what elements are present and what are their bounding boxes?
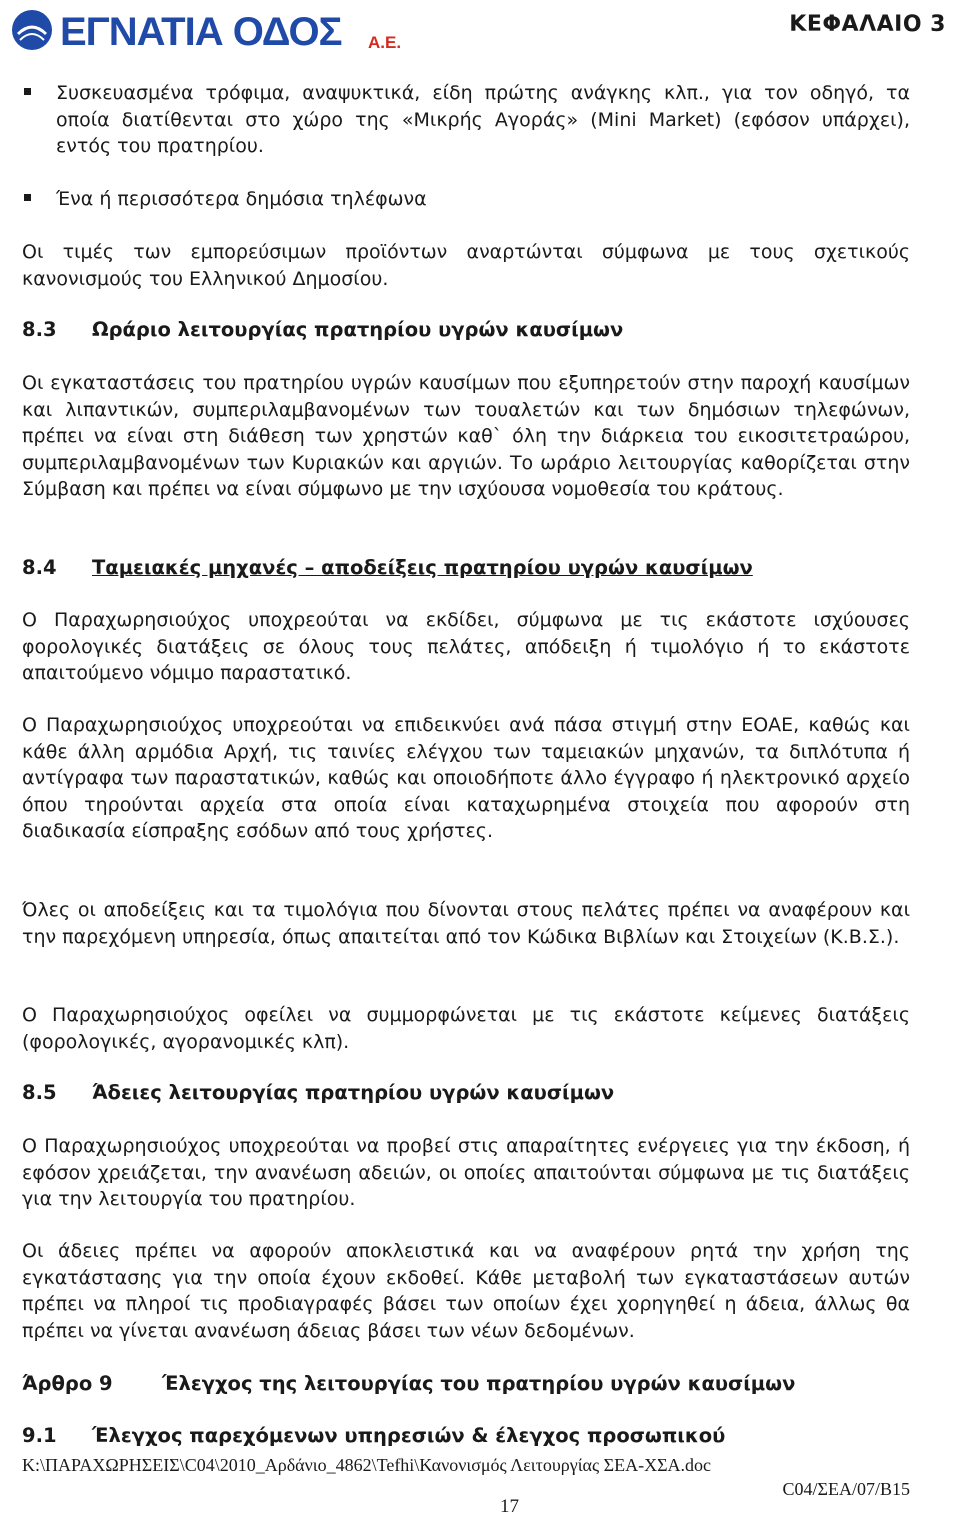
section-heading-8-3: [22, 317, 623, 343]
section-heading-8-4: [22, 555, 753, 581]
article-number: Άρθρο 9: [22, 1372, 113, 1395]
logo-suffix: Α.Ε.: [368, 33, 402, 52]
square-bullet-icon: [24, 88, 31, 95]
paragraph-prices: Οι τιμές των εμπορεύσιμων προϊόντων αναρτώνται σύμφωνα με τους σχετικούς κανονισμούς του Ελληνικού Δημοσίου.: [22, 241, 910, 290]
list-item-text: Ένα ή περισσότερα δημόσια τηλέφωνα: [56, 188, 427, 210]
page-header: [0, 0, 960, 60]
logo-text: ΕΓΝΑΤΙΑ ΟΔΟΣ: [60, 10, 342, 54]
paragraph: Ο Παραχωρησιούχος υποχρεούται να επιδεικνύει ανά πάσα στιγμή στην ΕΟΑΕ, καθώς και κάθε άλλη αρμόδια Αρχή, τις ταινίες ελέγχου των ταμειακών μηχανών, τα διπλότυπα ή αντίγραφα των παραστατικών, καθώς και οποιοδήποτε άλλο έγγραφο ή ηλεκτρονικό αρχείο όπου τηρούνται αρχεία στα οποία είναι καταχωρημένα στοιχεία που αφορούν στη διαδικασία είσπραξης εσόδων από τους χρήστες.: [22, 714, 910, 842]
section-heading-9-1: [22, 1423, 725, 1449]
paragraph: Οι άδειες πρέπει να αφορούν αποκλειστικά και να αναφέρουν ρητά την χρήση της εγκατάστασης για την οποία έχουν εκδοθεί. Κάθε μεταβολή των εγκαταστάσεων αυτών πρέπει να πληροί τις προδιαγραφές βάσει των οποίων έχει χορηγηθεί η άδεια, άλλως θα πρέπει να γίνεται ανανέωση άδειας βάσει των νέων δεδομένων.: [22, 1240, 910, 1342]
section-number: 8.4: [22, 556, 57, 579]
page-number: 17: [500, 1496, 519, 1517]
section-title: Ταμειακές μηχανές – αποδείξεις πρατηρίου υγρών καυσίμων: [92, 556, 753, 579]
chapter-label: ΚΕΦΑΛΑΙΟ 3: [789, 12, 946, 37]
footer-document-code: C04/ΣΕΑ/07/B15: [782, 1479, 910, 1499]
section-title: Έλεγχος παρεχόμενων υπηρεσιών & έλεγχος προσωπικού: [92, 1424, 726, 1447]
article-title: Έλεγχος της λειτουργίας του πρατηρίου υγρών καυσίμων: [162, 1372, 796, 1395]
paragraph: Οι εγκαταστάσεις του πρατηρίου υγρών καυσίμων που εξυπηρετούν στην παροχή καυσίμων και λιπαντικών, συμπεριλαμβανομένων των τουαλετών και των δημόσιων τηλεφώνων, πρέπει να είναι στη διάθεση των χρηστών καθ` όλη την διάρκεια του εικοσιτετραώρου, συμπεριλαμβανομένων των Κυριακών και αργιών. Το ωράριο λειτουργίας καθορίζεται στην Σύμβαση και πρέπει να είναι σύμφωνο με την ισχύουσα νομοθεσία του κράτους.: [22, 372, 910, 500]
paragraph: Όλες οι αποδείξεις και τα τιμολόγια που δίνονται στους πελάτες πρέπει να αναφέρουν και την παρεχόμενη υπηρεσία, όπως απαιτείται από τον Κώδικα Βιβλίων και Στοιχείων (Κ.Β.Σ.).: [22, 899, 910, 948]
egnatia-odos-logo: [10, 4, 410, 54]
logo-graphic: [10, 4, 410, 54]
section-number: 8.3: [22, 318, 57, 341]
paragraph: Ο Παραχωρησιούχος υποχρεούται να προβεί στις απαραίτητες ενέργειες για την έκδοση, ή εφόσον χρειάζεται, την ανανέωση αδειών, οι οποίες απαιτούνται σύμφωνα με τις διατάξεις για την λειτουργία του πρατηρίου.: [22, 1135, 910, 1210]
article-heading-9: [22, 1371, 795, 1397]
list-item: [22, 80, 910, 160]
logo-emblem: [12, 10, 52, 50]
section-title: Άδειες λειτουργίας πρατηρίου υγρών καυσίμων: [92, 1081, 615, 1104]
footer-file-path: K:\ΠΑΡΑΧΩΡΗΣΕΙΣ\C04\2010_Αρδάνιο_4862\Tefhi\Κανονισμός Λειτουργίας ΣΕΑ-ΧΣΑ.doc: [22, 1455, 712, 1475]
square-bullet-icon: [24, 194, 31, 201]
list-item: [22, 186, 910, 213]
paragraph: Ο Παραχωρησιούχος υποχρεούται να εκδίδει, σύμφωνα με τις εκάστοτε ισχύουσες φορολογικές διατάξεις σε όλους τους πελάτες, απόδειξη ή τιμολόγιο ή το εκάστοτε απαιτούμενο νόμιμο παραστατικό.: [22, 609, 910, 684]
section-heading-8-5: [22, 1080, 614, 1106]
section-title: Ωράριο λειτουργίας πρατηρίου υγρών καυσίμων: [92, 318, 624, 341]
section-number: 8.5: [22, 1081, 57, 1104]
list-item-text: Συσκευασμένα τρόφιμα, αναψυκτικά, είδη πρώτης ανάγκης κλπ., για τον οδηγό, τα οποία διατίθενται στο χώρο της «Μικρής Αγοράς» (Mini Market) (εφόσον υπάρχει), εντός του πρατηρίου.: [56, 82, 910, 157]
section-number: 9.1: [22, 1424, 57, 1447]
paragraph: Ο Παραχωρησιούχος οφείλει να συμμορφώνεται με τις εκάστοτε κείμενες διατάξεις (φορολογικές, αγορανομικές κλπ).: [22, 1004, 910, 1053]
